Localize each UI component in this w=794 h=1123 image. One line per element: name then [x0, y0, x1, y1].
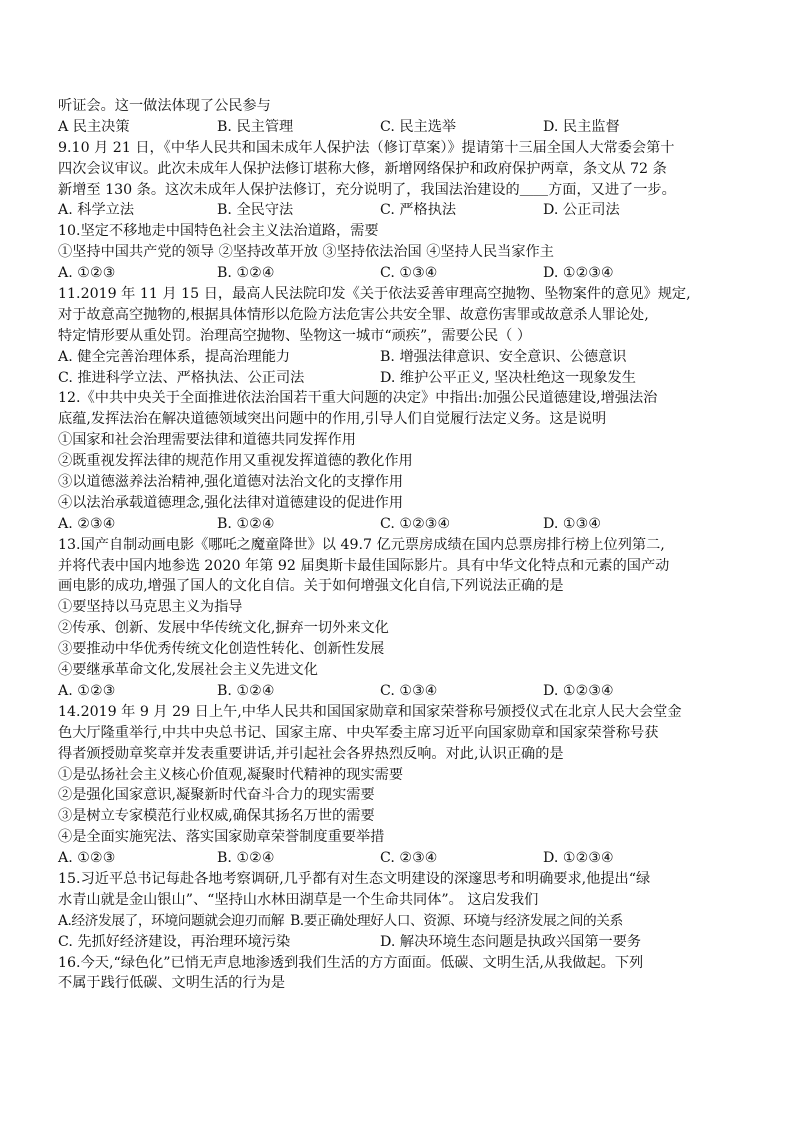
- q12-option-b: B. ①②④: [217, 515, 275, 532]
- q9-option-b: B. 全民守法: [217, 202, 294, 219]
- q11-option-c: C. 推进科学立法、严格执法、公正司法: [58, 369, 305, 386]
- q12-stem-line: 底蕴,发挥法治在解决道德领域突出问题中的作用,引导人们自觉履行法定义务。这是说明: [58, 411, 607, 428]
- q10-option-d: D. ①②③④: [543, 265, 614, 282]
- q11-options-row: [58, 347, 768, 368]
- q8-options: [58, 117, 768, 138]
- exam-page: [58, 96, 768, 994]
- q14-option-b: B. ①②④: [217, 850, 275, 867]
- q12-option-c: C. ①②③④: [380, 515, 451, 532]
- q13-stem-line: 并将代表中国内地参选 2020 年第 92 届奥斯卡最佳国际影片。具有中华文化特点和元素的国产动: [58, 557, 670, 574]
- q15-stem-line: 15.习近平总书记每赴各地考察调研,几乎都有对生态文明建设的深邃思考和明确要求,他提出“绿: [58, 870, 651, 887]
- q12-option-d: D. ①③④: [543, 515, 602, 532]
- q12-stem-line: 12.《中共中央关于全面推进依法治国若干重大问题的决定》中指出:加强公民道德建设,增强法治: [58, 390, 658, 407]
- q15-option-c: C. 先抓好经济建设，再治理环境污染: [58, 933, 291, 950]
- q13-statement: ①要坚持以马克思主义为指导: [58, 599, 243, 616]
- q14-statement: ③是树立专家模范行业权威,确保其扬名万世的需要: [58, 808, 375, 825]
- q10-stem-line: 10.坚定不移地走中国特色社会主义法治道路，需要: [58, 223, 379, 240]
- q11-stem-line: 特定情形要从重处罚。治理高空抛物、坠物这一城市“顽疾”，需要公民（ ）: [58, 327, 532, 344]
- q13-option-a: A. ①②③: [58, 682, 116, 699]
- q12-statement: ④以法治承载道德理念,强化法律对道德建设的促进作用: [58, 494, 404, 511]
- q8-option-c: C. 民主选举: [380, 118, 457, 135]
- q10-option-c: C. ①③④: [380, 265, 438, 282]
- q13-option-d: D. ①②③④: [543, 682, 614, 699]
- q16-stem-line: 16.今天,“绿色化”已悄无声息地渗透到我们生活的方方面面。低碳、文明生活,从我做起。下列: [58, 954, 644, 971]
- q8-option-a: A 民主决策: [58, 118, 130, 135]
- q14-statement: ①是弘扬社会主义核心价值观,凝聚时代精神的现实需要: [58, 766, 404, 783]
- q8-option-d: D. 民主监督: [543, 118, 620, 135]
- q12-option-a: A. ②③④: [58, 515, 116, 532]
- q15-options-row: [58, 911, 768, 932]
- q13-stem-line: 画电影的成功,增强了国人的文化自信。关于如何增强文化自信,下列说法正确的是: [58, 578, 564, 595]
- q8-option-b: B. 民主管理: [217, 118, 294, 135]
- q9-option-c: C. 严格执法: [380, 202, 457, 219]
- q15-option-b: B.要正确处理好人口、资源、环境与经济发展之间的关系: [290, 912, 623, 929]
- q14-stem-line: 色大厅隆重举行,中共中央总书记、国家主席、中央军委主席习近平向国家勋章和国家荣誉称号获: [58, 724, 659, 741]
- q10-option-a: A. ①②③: [58, 265, 116, 282]
- q13-option-b: B. ①②④: [217, 682, 275, 699]
- q15-stem-line: 水青山就是金山银山”、“坚持山水林田湖草是一个生命共同体”。 这启发我们: [58, 891, 539, 908]
- q15-options-row: [58, 932, 768, 953]
- q13-statement: ④要继承革命文化,发展社会主义先进文化: [58, 662, 318, 679]
- q11-option-d: D. 维护公平正义, 坚决杜绝这一现象发生: [380, 369, 636, 386]
- q11-stem-line: 11.2019 年 11 月 15 日，最高人民法院印发《关于依法妥善审理高空抛物、坠物案件的意见》规定,: [58, 286, 691, 303]
- q14-statement: ②是强化国家意识,凝聚新时代奋斗合力的现实需要: [58, 787, 375, 804]
- q15-option-d: D. 解决环境生态问题是执政兴国第一要务: [380, 933, 642, 950]
- q16-stem-line: 不属于践行低碳、文明生活的行为是: [58, 975, 286, 992]
- q14-option-d: D. ①②③④: [543, 850, 614, 867]
- q14-option-a: A. ①②③: [58, 850, 116, 867]
- q9-option-d: D. 公正司法: [543, 202, 620, 219]
- q11-option-b: B. 增强法律意识、安全意识、公德意识: [380, 348, 627, 365]
- q15-option-a: A.经济发展了，环境问题就会迎刃而解: [58, 912, 285, 929]
- q13-stem-line: 13.国产自制动画电影《哪吒之魔童降世》以 49.7 亿元票房成绩在国内总票房排行榜上位列第二,: [58, 536, 665, 553]
- q8-stem-tail: 听证会。这一做法体现了公民参与: [58, 98, 271, 114]
- q12-statement: ①国家和社会治理需要法律和道德共同发挥作用: [58, 432, 356, 449]
- q10-statements: ①坚持中国共产党的领导 ②坚持改革开放 ③坚持依法治国 ④坚持人民当家作主: [58, 244, 554, 261]
- q9-option-a: A. 科学立法: [58, 202, 135, 219]
- q9-options: [58, 200, 768, 221]
- q12-statement: ③以道德滋养法治精神,强化道德对法治文化的支撑作用: [58, 474, 404, 491]
- q13-statement: ③要推动中华优秀传统文化创造性转化、创新性发展: [58, 641, 385, 658]
- q9-stem-line: 9.10 月 21 日，《中华人民共和国未成年人保护法（修订草案）》提请第十三届全国人大常委会第十: [58, 139, 675, 156]
- q11-stem-line: 对于故意高空抛物的,根据具体情形以危险方法危害公共安全罪、故意伤害罪或故意杀人罪论处,: [58, 306, 649, 323]
- q9-stem-line: 四次会议审议。此次未成年人保护法修订堪称大修，新增网络保护和政府保护两章，条文从 72 条: [58, 160, 667, 177]
- q14-stem-line: 得者颁授勋章奖章并发表重要讲话,并引起社会各界热烈反响。对此,认识正确的是: [58, 745, 564, 762]
- q10-option-b: B. ①②④: [217, 265, 275, 282]
- q13-statement: ②传承、创新、发展中华传统文化,摒弃一切外来文化: [58, 620, 389, 637]
- q12-statement: ②既重视发挥法律的规范作用又重视发挥道德的教化作用: [58, 453, 413, 470]
- q12-options: [58, 514, 768, 535]
- q13-options: [58, 681, 768, 702]
- q11-option-a: A. 健全完善治理体系，提高治理能力: [58, 348, 291, 365]
- q9-stem-line: 新增至 130 条。这次未成年人保护法修订，充分说明了，我国法治建设的＿＿方面，又进了一步。: [58, 181, 676, 198]
- q14-option-c: C. ②③④: [380, 850, 438, 867]
- q14-options: [58, 848, 768, 869]
- q14-statement: ④是全面实施宪法、落实国家勋章荣誉制度重要举措: [58, 829, 385, 846]
- q10-options: [58, 263, 768, 284]
- q14-stem-line: 14.2019 年 9 月 29 日上午,中华人民共和国国家勋章和国家荣誉称号颁授仪式在北京人民大会堂金: [58, 703, 682, 720]
- q13-option-c: C. ①③④: [380, 682, 438, 699]
- q11-options-row: [58, 368, 768, 389]
